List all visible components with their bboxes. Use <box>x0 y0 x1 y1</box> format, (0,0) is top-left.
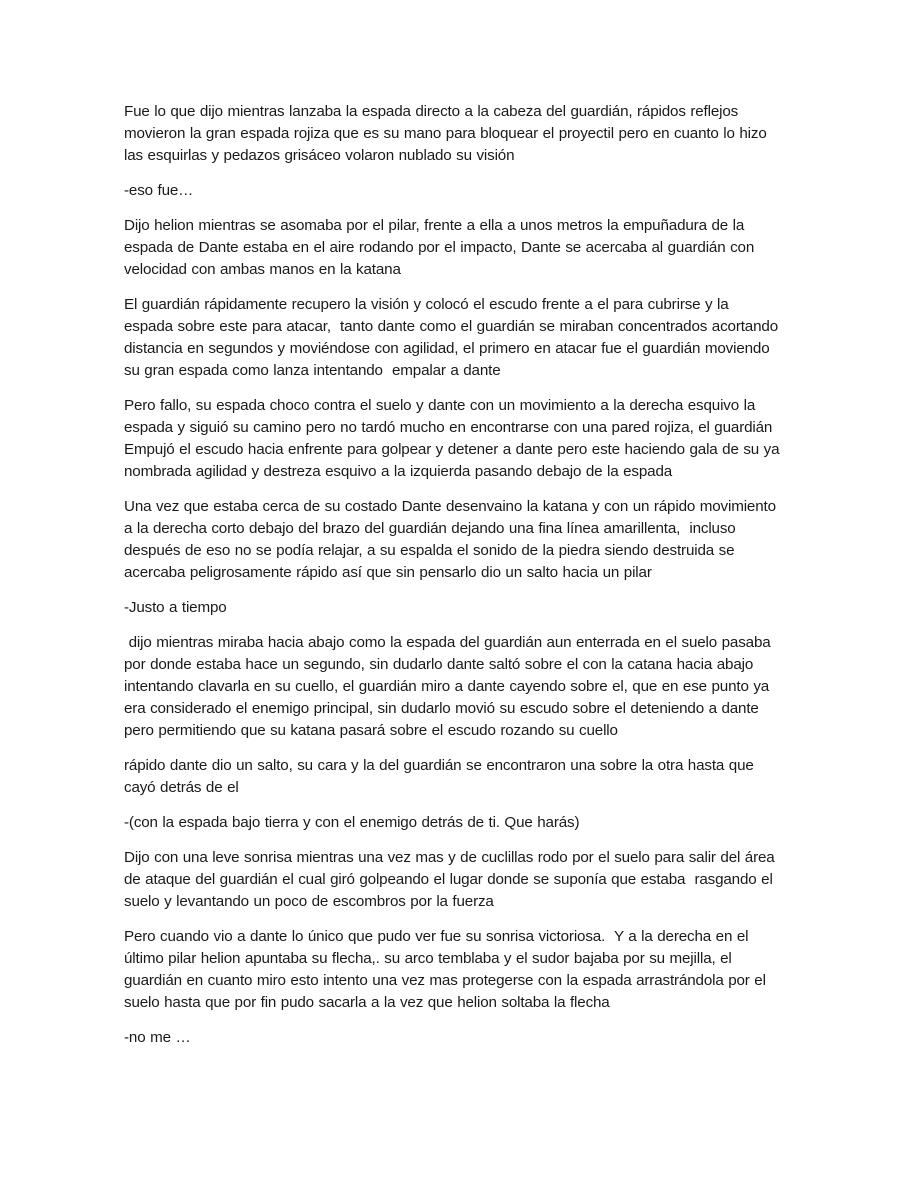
paragraph: Dijo helion mientras se asomaba por el pilar, frente a ella a unos metros la empuñadura de la espada de Dante estaba en el aire rodando por el impacto, Dante se acercaba al guardián con velocidad con ambas manos en la katana <box>124 217 759 278</box>
paragraph: Pero fallo, su espada choco contra el suelo y dante con un movimiento a la derecha esquivo la espada y siguió su camino pero no tardó mucho en encontrarse con una pared rojiza, el guardián Empujó el escudo hacia enfrente para golpear y detener a dante pero este haciendo gala de su ya nombrada agilidad y destreza esquivo a la izquierda pasando debajo de la espada <box>124 397 784 480</box>
paragraph: dijo mientras miraba hacia abajo como la espada del guardián aun enterrada en el suelo pasaba por donde estaba hace un segundo, sin dudarlo dante saltó sobre el con la catana hacia abajo intentando clavarla en su cuello, el guardián miro a dante cayendo sobre el, que en ese punto ya era considerado el enemigo principal, sin dudarlo movió su escudo sobre el deteniendo a dante pero permitiendo que su katana pasará sobre el escudo rozando su cuello <box>124 634 776 739</box>
paragraph: -Justo a tiempo <box>124 599 227 616</box>
paragraph: rápido dante dio un salto, su cara y la del guardián se encontraron una sobre la otra hasta que cayó detrás de el <box>124 757 759 796</box>
paragraph: Fue lo que dijo mientras lanzaba la espada directo a la cabeza del guardián, rápidos reflejos movieron la gran espada rojiza que es su mano para bloquear el proyectil pero en cuanto lo hizo las esquirlas y pedazos grisáceo volaron nublado su visión <box>124 103 772 164</box>
paragraph: Pero cuando vio a dante lo único que pudo ver fue su sonrisa victoriosa. Y a la derecha en el último pilar helion apuntaba su flecha,. su arco temblaba y el sudor bajaba por su mejilla, el guardián en cuanto miro esto intento una vez mas protegerse con la espada arrastrándola por el suelo hasta que por fin pudo sacarla a la vez que helion soltaba la flecha <box>124 928 771 1011</box>
paragraph: Una vez que estaba cerca de su costado Dante desenvaino la katana y con un rápido movimiento a la derecha corto debajo del brazo del guardián dejando una fina línea amarillenta, incluso después de eso no se podía relajar, a su espalda el sonido de la piedra siendo destruida se acercaba peligrosamente rápido así que sin pensarlo dio un salto hacia un pilar <box>124 498 781 581</box>
document-body <box>124 101 782 1062</box>
paragraph: Dijo con una leve sonrisa mientras una vez mas y de cuclillas rodo por el suelo para salir del área de ataque del guardián el cual giró golpeando el lugar donde se suponía que estaba rasgando el suelo y levantando un poco de escombros por la fuerza <box>124 849 780 910</box>
paragraph: El guardián rápidamente recupero la visión y colocó el escudo frente a el para cubrirse y la espada sobre este para atacar, tanto dante como el guardián se miraban concentrados acortando distancia en segundos y moviéndose con agilidad, el primero en atacar fue el guardián moviendo su gran espada como lanza intentando empalar a dante <box>124 296 783 379</box>
paragraph: -eso fue… <box>124 182 194 199</box>
paragraph: -(con la espada bajo tierra y con el enemigo detrás de ti. Que harás) <box>124 814 580 831</box>
paragraph: -no me … <box>124 1029 191 1046</box>
